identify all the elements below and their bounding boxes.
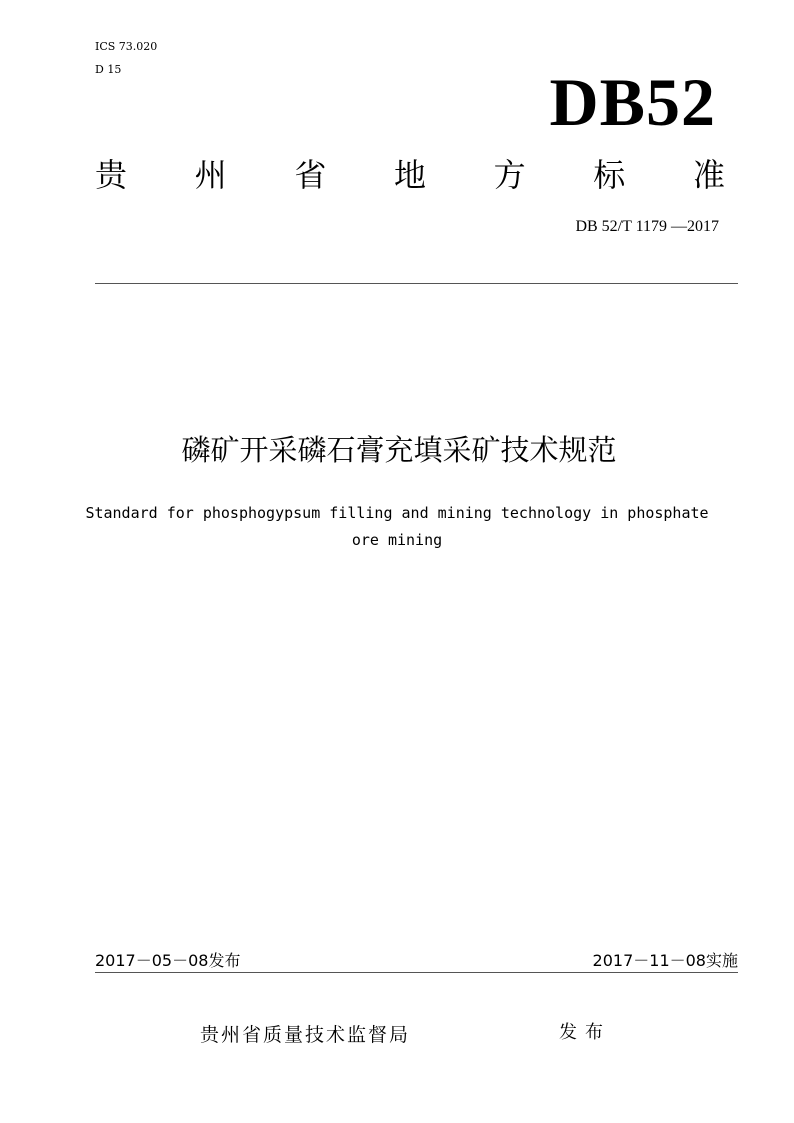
standard-type-char: 贵	[95, 156, 128, 194]
standard-type-char: 准	[692, 156, 725, 194]
chinese-title: 磷矿开采磷石膏充填采矿技术规范	[181, 433, 617, 467]
standard-type-heading	[95, 155, 725, 195]
issuing-authority: 贵州省质量技术监督局	[200, 1024, 411, 1046]
implementation-date: 2017－11－08实施	[592, 951, 738, 970]
standard-code-logo: DB52	[549, 64, 716, 140]
ccs-code: D 15	[95, 63, 122, 76]
ics-code: ICS 73.020	[95, 40, 158, 53]
standard-type-char: 州	[194, 156, 227, 194]
english-title-line: ore mining	[351, 531, 443, 549]
issue-date: 2017－05－08发布	[95, 951, 241, 970]
issue-action: 发布	[559, 1022, 611, 1043]
standard-type-char: 标	[593, 156, 626, 194]
english-title-line: Standard for phosphogypsum filling and mining technology in phosphate	[85, 504, 709, 522]
standard-type-char: 省	[294, 156, 327, 194]
standard-number: DB 52/T 1179 —2017	[575, 218, 719, 235]
bottom-divider	[95, 972, 738, 973]
english-title	[70, 500, 724, 554]
top-divider	[95, 283, 738, 284]
standard-type-char: 方	[493, 156, 526, 194]
standard-type-char: 地	[393, 156, 426, 194]
